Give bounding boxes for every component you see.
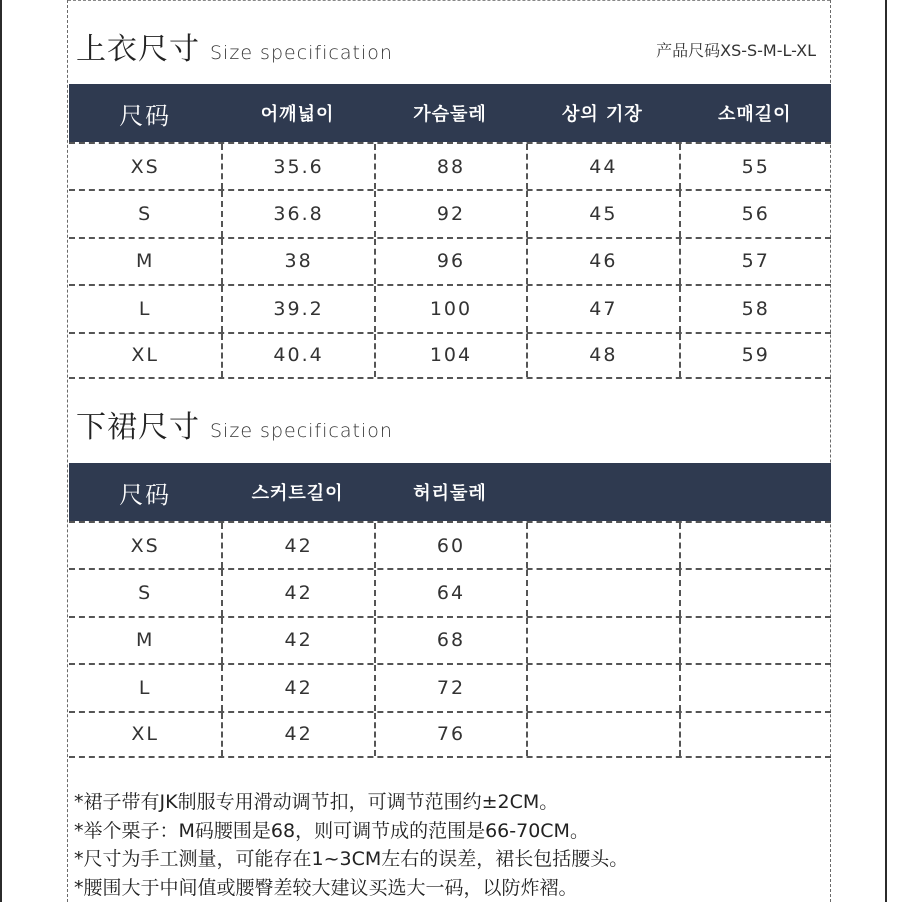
bottom-header-cell: [526, 463, 678, 521]
notes-block: [74, 788, 824, 902]
table-cell: 100: [374, 286, 526, 331]
table-row: [69, 142, 831, 189]
table-row: [69, 237, 831, 284]
table-cell: 59: [679, 334, 831, 377]
table-cell: [679, 713, 831, 756]
table-cell: 42: [221, 665, 373, 710]
table-cell: 104: [374, 334, 526, 377]
bottom-header-cell: 尺码: [119, 480, 172, 509]
table-cell: 58: [679, 286, 831, 331]
bottom-header-cell: [679, 463, 831, 521]
table-row: [69, 284, 831, 331]
product-sizes-label: 产品尺码XS-S-M-L-XL: [656, 41, 816, 60]
table-cell: L: [138, 297, 152, 320]
bottom-header-cell: 스커트길이: [251, 483, 344, 504]
table-cell: 42: [221, 618, 373, 663]
table-row: [69, 711, 831, 758]
table-cell: 60: [374, 523, 526, 568]
top-header-cell: 어깨넓이: [260, 104, 335, 125]
table-cell: 56: [679, 191, 831, 236]
bottom-table-header: [69, 463, 831, 521]
top-header-cell: 소매길이: [717, 104, 792, 125]
table-cell: 57: [679, 239, 831, 284]
top-title-en: Size specification: [210, 42, 393, 64]
note-line: *腰围大于中间值或腰臀差较大建议买选大一码，以防炸褶。: [74, 876, 578, 899]
table-cell: 47: [526, 286, 678, 331]
table-cell: [526, 618, 678, 663]
note-line: *尺寸为手工测量，可能存在1~3CM左右的误差，裙长包括腰头。: [74, 848, 629, 870]
bottom-title-cn: 下裙尺寸: [76, 410, 200, 445]
table-cell: S: [138, 203, 153, 226]
bottom-section-title: [76, 402, 393, 452]
table-row: [69, 332, 831, 379]
left-edge-line: [0, 0, 2, 902]
table-cell: XS: [130, 155, 160, 178]
table-cell: 48: [526, 334, 678, 377]
table-cell: [679, 570, 831, 615]
table-cell: 45: [526, 191, 678, 236]
sheet-top-border: [68, 0, 830, 1]
table-cell: [679, 618, 831, 663]
table-cell: [526, 570, 678, 615]
top-size-table: [69, 142, 831, 379]
bottom-title-en: Size specification: [210, 420, 393, 442]
top-table-header: [69, 84, 831, 142]
table-cell: L: [138, 676, 152, 699]
table-cell: 46: [526, 239, 678, 284]
table-cell: 55: [679, 144, 831, 189]
table-cell: 88: [374, 144, 526, 189]
table-cell: 72: [374, 665, 526, 710]
table-row: [69, 616, 831, 663]
bottom-size-table: [69, 521, 831, 758]
bottom-header-cell: 허리둘레: [413, 483, 487, 504]
note-line: *举个栗子：M码腰围是68，则可调节成的范围是66-70CM。: [74, 819, 589, 842]
table-row: [69, 663, 831, 710]
top-header-cell: 가슴둘레: [413, 104, 487, 125]
table-cell: 44: [526, 144, 678, 189]
table-cell: 96: [374, 239, 526, 284]
right-edge-line: [885, 0, 887, 902]
note-line: *裙子带有JK制服专用滑动调节扣，可调节范围约±2CM。: [74, 791, 559, 813]
table-cell: 92: [374, 191, 526, 236]
table-cell: XL: [131, 344, 159, 367]
top-header-cell: 상의 기장: [561, 104, 643, 125]
table-row: [69, 521, 831, 568]
table-cell: [526, 713, 678, 756]
table-cell: 68: [374, 618, 526, 663]
table-cell: 42: [221, 523, 373, 568]
table-cell: 64: [374, 570, 526, 615]
table-cell: [679, 665, 831, 710]
top-section-title: [76, 24, 393, 74]
table-cell: [679, 523, 831, 568]
table-cell: S: [138, 582, 153, 605]
table-cell: XL: [131, 723, 159, 746]
table-cell: 36.8: [221, 191, 373, 236]
table-row: [69, 189, 831, 236]
table-cell: M: [135, 629, 155, 652]
top-title-cn: 上衣尺寸: [76, 32, 200, 67]
table-cell: 39.2: [221, 286, 373, 331]
table-cell: 40.4: [221, 334, 373, 377]
size-chart-sheet: [67, 0, 831, 902]
table-cell: [526, 523, 678, 568]
table-row: [69, 568, 831, 615]
top-header-cell: 尺码: [119, 101, 172, 130]
table-cell: 42: [221, 570, 373, 615]
table-cell: 38: [221, 239, 373, 284]
table-cell: [526, 665, 678, 710]
table-cell: XS: [130, 534, 160, 557]
table-cell: 42: [221, 713, 373, 756]
table-cell: M: [135, 250, 155, 273]
table-cell: 35.6: [221, 144, 373, 189]
table-cell: 76: [374, 713, 526, 756]
